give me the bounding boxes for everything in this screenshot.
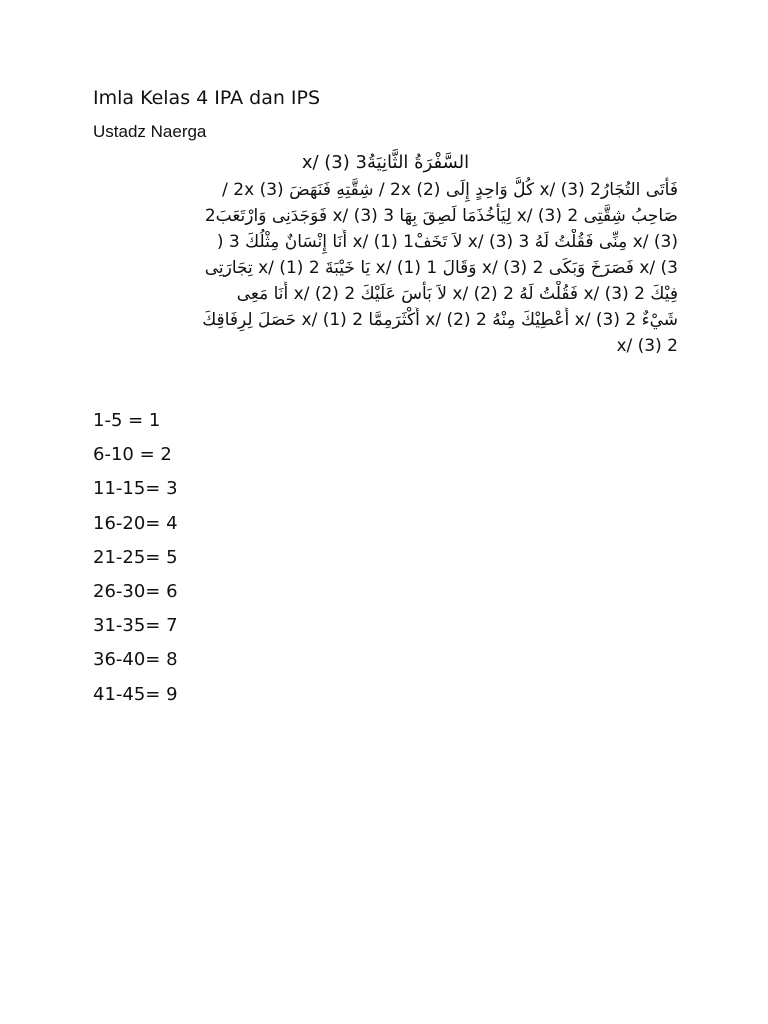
arabic-line: 3) /x فَصَرَخَ وَبَكَى 2 (3) /x وَقَالَ 1 (1) /x يَا خَيْبَةَ 2 (1) /x تِجَارَتِى [204,258,678,278]
document-page [93,84,678,712]
arabic-line: 2 (3) /x [616,336,678,356]
document-author: Ustadz Naerga [93,122,207,141]
score-row: 26-30= 6 [93,581,178,603]
arabic-heading: السَّفْرَةُ الثَّانِيَةُ3 (3) /x [301,152,470,173]
score-row: 16-20= 4 [93,512,178,534]
score-row: 11-15= 3 [93,478,178,500]
arabic-line: (3) /x مِنِّى فَقُلْتُ لَهُ 3 (3) /x لاَ تَخَفْ1 (1) /x أَنَا إِنْسَانٌ مِثْلُكَ 3 ( [216,232,678,252]
score-row: 36-40= 8 [93,649,178,671]
document-title: Imla Kelas 4 IPA dan IPS [93,87,321,109]
arabic-line: فِيْكَ 2 (3) /x فَقُلْتُ لَهُ 2 (2) /x لاَ بَأْسَ عَلَيْكَ 2 (2) /x أَنَا مَعِى [236,284,678,304]
score-row: 41-45= 9 [93,683,178,705]
score-row: 21-25= 5 [93,546,178,568]
score-row: 1-5 = 1 [93,410,161,431]
score-row: 31-35= 7 [93,615,178,637]
arabic-line: شَيْءٌ 2 (3) /x أُعْطِيْكَ مِنْهُ 2 (2) /x أَكْثَرَمِمَّا 2 (1) /x حَصَلَ لِرِفَاقِكَ [202,310,678,330]
score-row: 6-10 = 2 [93,444,172,466]
arabic-line: صَاحِبُ شِقَّتِى 2 (3) /x لِيَأْخُذَمَا لَصِقَ بِهَا 3 (3) /x فَوَجَدَنِى وَارْتَعَبَ2 [204,206,678,226]
arabic-paragraph [93,177,678,359]
arabic-line: فَأَتَى التُجَارُ2 (3) /x كُلُّ وَاحِدٍ إِلَى (2) 2x / شِقَّتِهِ فَنَهَضَ (3) 2x / [222,180,678,200]
score-table [93,404,678,712]
